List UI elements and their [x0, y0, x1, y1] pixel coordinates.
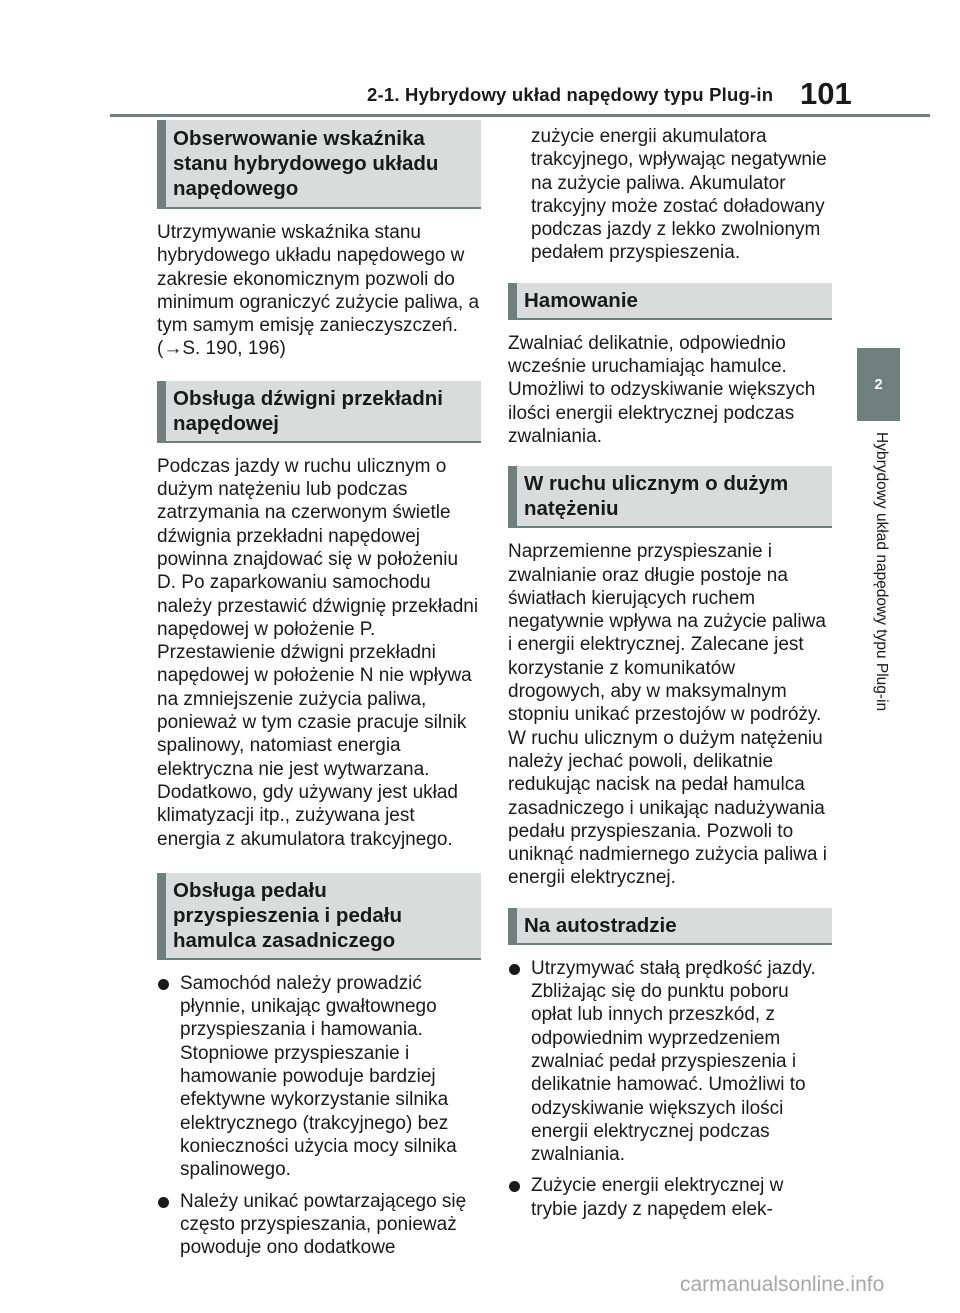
highway-bullet-list	[508, 957, 832, 1221]
pedals-bullet-list	[157, 972, 481, 1260]
section-text-gear-lever: Podczas jazdy w ruchu ulicznym o dużym natężeniu lub podczas zatrzymania na czerwonym świetle dźwignia przekładni napędowej powinna znajdować się w położeniu D. Po zaparkowaniu samochodu należy przestawić dźwignię przekładni napędowej w położenie P. Przestawienie dźwigni przekładni napędowej w położenie N nie wpływa na zmniejszenie zużycia paliwa, ponieważ w tym czasie pracuje silnik spalinowy, natomiast energia elektryczna nie jest wytwarzana. Dodatkowo, gdy używany jest układ klimatyzacji itp., zużywana jest energia z akumulatora trakcyjnego.	[157, 455, 479, 850]
chapter-title: 2-1. Hybrydowy układ napędowy typu Plug-in	[367, 84, 774, 105]
right-column	[508, 125, 832, 1229]
section-heading-gear-lever: Obsługa dźwigni przekładni napędowej	[157, 381, 481, 443]
chapter-tab-label: Hybrydowy układ napędowy typu Plug-in	[873, 432, 890, 712]
left-column	[157, 120, 481, 1267]
section-heading-pedals: Obsługa pedału przyspieszenia i pedału hamulca zasadniczego	[157, 873, 481, 960]
bullet-icon	[158, 979, 169, 990]
bullet-icon	[509, 964, 520, 975]
section-text-heavy-traffic: Naprzemienne przyspieszanie i zwalnianie oraz długie postoje na światłach kierujących ruchem negatywnie wpływa na zużycie paliwa i energii elektrycznej. Zalecane jest korzystanie z komunikatów drogowych, aby w maksymalnym stopniu unikać przestojów w podróży. W ruchu ulicznym o dużym natężeniu należy jechać powoli, delikatnie redukując nacisk na pedał hamulca zasadniczego i unikając nadużywania pedału przyspieszania. Pozwoli to uniknąć nadmiernego zużycia paliwa i energii elektrycznej.	[508, 541, 827, 889]
bullet-icon	[509, 1181, 520, 1192]
section-text-hybrid-indicator: Utrzymywanie wskaźnika stanu hybrydowego układu napędowego w zakresie ekonomicznym pozwoli do minimum ograniczyć zużycie paliwa, a tym samym emisję zanieczyszczeń. (→S. 190, 196)	[157, 222, 480, 360]
bullet-icon	[158, 1197, 169, 1208]
section-text-braking: Zwalniać delikatnie, odpowiednio wcześnie uruchamiając hamulce. Umożliwi to odzyskiwanie większych ilości energii elektrycznej podczas zwalniania.	[508, 332, 816, 447]
section-heading-hybrid-indicator: Obserwowanie wskaźnika stanu hybrydowego układu napędowego	[157, 120, 481, 209]
section-heading-braking: Hamowanie	[508, 283, 832, 320]
list-item-text: Zużycie energii elektrycznej w trybie jazdy z napędem elek-	[531, 1175, 784, 1220]
section-heading-highway: Na autostradzie	[508, 908, 832, 945]
continued-text: zużycie energii akumulatora trakcyjnego, wpływając negatywnie na zużycie paliwa. Akumulator trakcyjny może zostać doładowany podczas jazdy z lekko zwolnionym pedałem przyspieszenia.	[531, 126, 827, 264]
list-item-text: Utrzymywać stałą prędkość jazdy. Zbliżając się do punktu poboru opłat lub innych przeszkód, z odpowiednim wyprzedzeniem zwalniać pedał przyspieszenia i delikatnie hamować. Umożliwi to odzyskiwanie większych ilości energii elektrycznej podczas zwalniania.	[531, 957, 816, 1166]
list-item	[508, 957, 832, 1167]
page-number: 101	[800, 76, 852, 111]
header-divider	[110, 114, 930, 117]
list-item	[508, 1174, 832, 1221]
watermark: carmanualsonline.info	[680, 1273, 885, 1296]
list-item	[157, 1190, 481, 1260]
list-item	[157, 972, 481, 1182]
section-heading-heavy-traffic: W ruchu ulicznym o dużym natężeniu	[508, 466, 832, 528]
list-item-text: Należy unikać powtarzającego się często przyspieszania, ponieważ powoduje ono dodatkowe	[180, 1190, 467, 1259]
list-item-text: Samochód należy prowadzić płynnie, unikając gwałtownego przyspieszania i hamowania. Stopniowe przyspieszanie i hamowanie powoduje bardziej efektywne wykorzystanie silnika elektrycznego (trakcyjnego) bez konieczności użycia mocy silnika spalinowego.	[180, 972, 457, 1181]
chapter-tab: 2	[857, 348, 900, 421]
